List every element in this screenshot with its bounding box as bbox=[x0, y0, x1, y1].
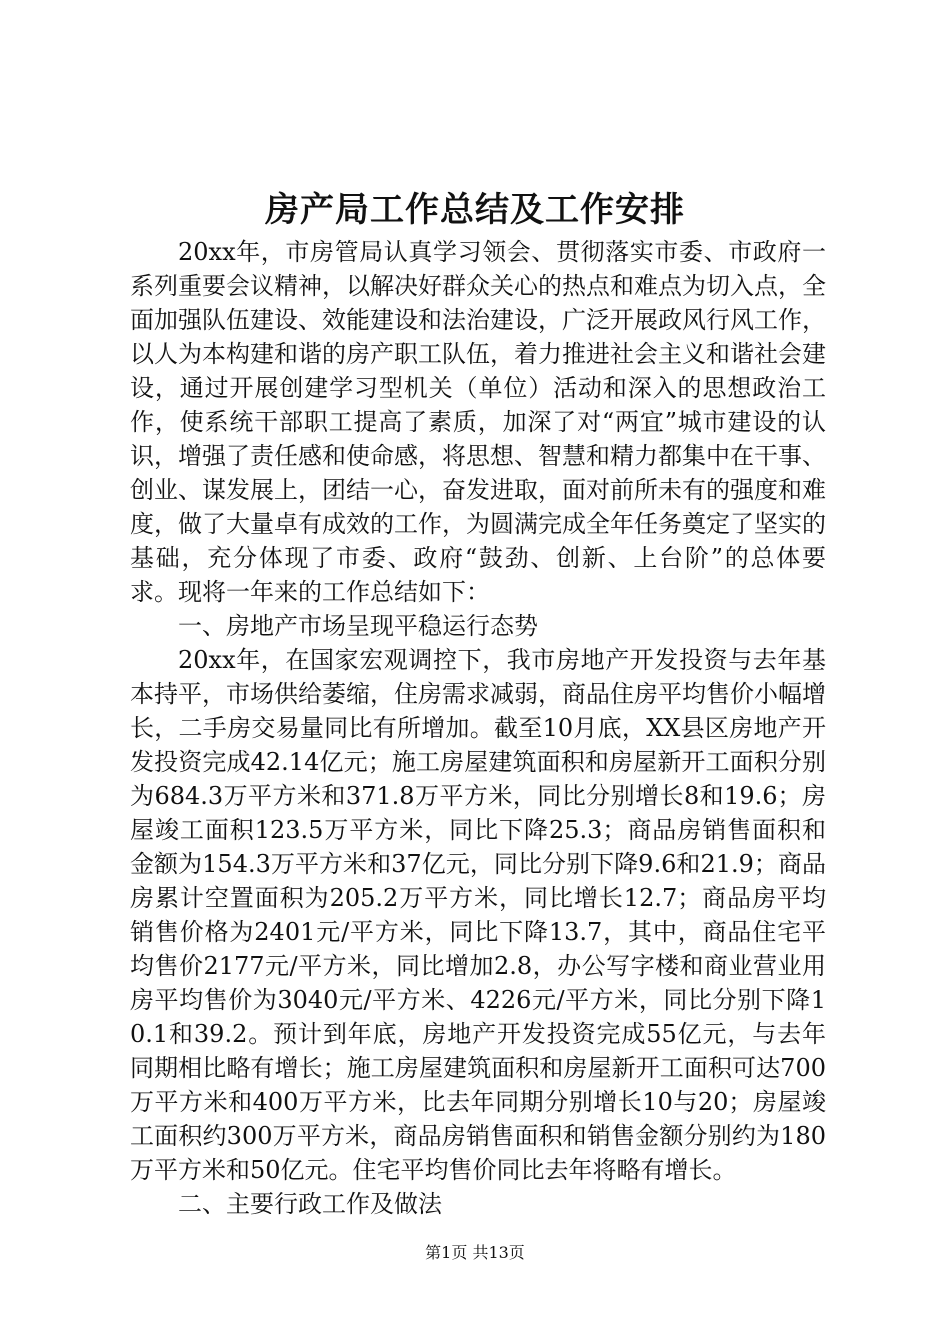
intro-paragraph: 20xx年，市房管局认真学习领会、贯彻落实市委、市政府一系列重要会议精神，以解决好群众关心的热点和难点为切入点，全面加强队伍建设、效能建设和法治建设，广泛开展政风行风工作，以人为本构建和谐的房产职工队伍，着力推进社会主义和谐社会建设，通过开展创建学习型机关（单位）活动和深入的思想政治工作，使系统干部职工提高了素质，加深了对“两宜”城市建设的认识，增强了责任感和使命感，将思想、智慧和精力都集中在干事、创业、谋发展上，团结一心，奋发进取，面对前所未有的强度和难度，做了大量卓有成效的工作，为圆满完成全年任务奠定了坚实的基础，充分体现了市委、政府“鼓劲、创新、上台阶”的总体要求。现将一年来的工作总结如下： bbox=[130, 238, 826, 606]
section-heading-2: 二、主要行政工作及做法 bbox=[178, 1190, 442, 1218]
section-heading-1: 一、房地产市场呈现平稳运行态势 bbox=[178, 612, 538, 640]
market-paragraph: 20xx年，在国家宏观调控下，我市房地产开发投资与去年基本持平，市场供给萎缩，住房需求减弱，商品住房平均售价小幅增长，二手房交易量同比有所增加。截至10月底，XX县区房地产开发投资完成42.14亿元；施工房屋建筑面积和房屋新开工面积分别为684.3万平方米和371.8万平方米，同比分别增长8和19.6；房屋竣工面积123.5万平方米，同比下降25.3；商品房销售面积和金额为154.3万平方米和37亿元，同比分别下降9.6和21.9；商品房累计空置面积为205.2万平方米，同比增长12.7；商品房平均销售价格为2401元/平方米，同比下降13.7，其中，商品住宅平均售价2177元/平方米，同比增加2.8，办公写字楼和商业营业用房平均售价为3040元/平方米、4226元/平方米，同比分别下降10.1和39.2。预计到年底，房地产开发投资完成55亿元，与去年同期相比略有增长；施工房屋建筑面积和房屋新开工面积可达700万平方米和400万平方米，比去年同期分别增长10与20；房屋竣工面积约300万平方米，商品房销售面积和销售金额分别约为180万平方米和50亿元。住宅平均售价同比去年将略有增长。 bbox=[130, 646, 826, 1184]
document-title: 房产局工作总结及工作安排 bbox=[265, 190, 685, 230]
page-number-footer: 第1页 共13页 bbox=[425, 1243, 525, 1262]
document-body bbox=[130, 235, 826, 1221]
